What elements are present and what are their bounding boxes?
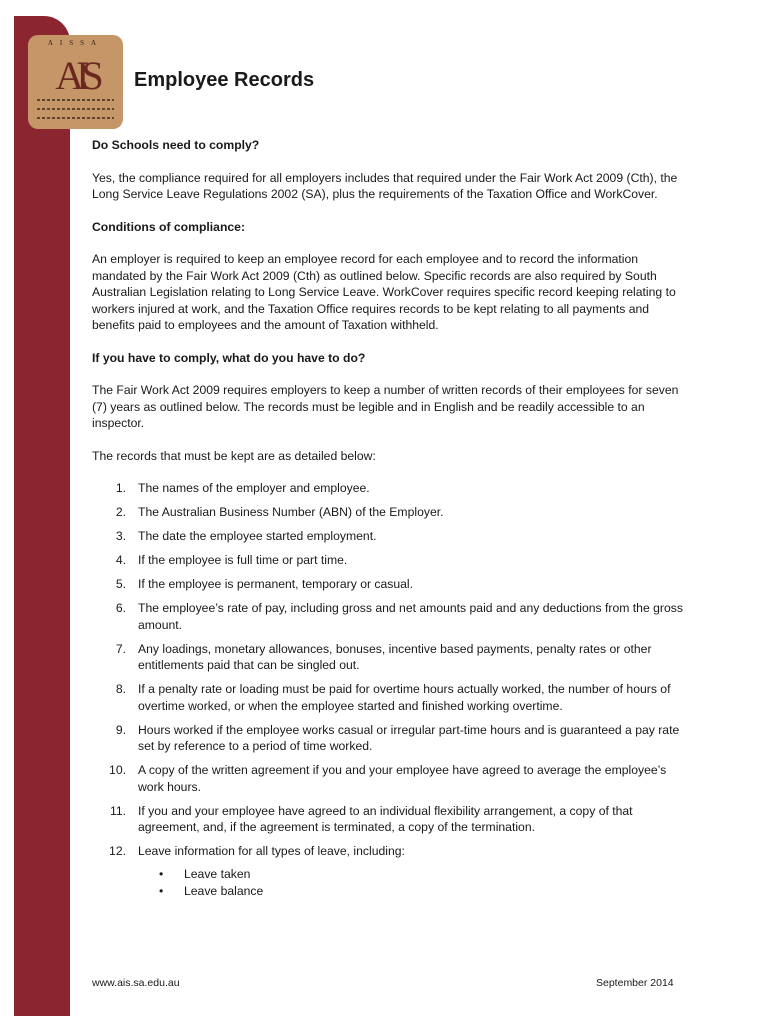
- list-item: 5. If the employee is permanent, temporary or casual.: [115, 577, 414, 591]
- bullet-item: • Leave balance: [138, 883, 684, 900]
- records-list: [92, 480, 684, 900]
- leave-bullets: [138, 866, 684, 900]
- list-item: 8. If a penalty rate or loading must be paid for overtime hours actually worked, the number of hours of overtime worked, or when the employee started and finished working overtime.: [115, 682, 671, 713]
- section-body-what-to-do: The Fair Work Act 2009 requires employers to keep a number of written records of their employees for seven (7) years as outlined below. The records must be legible and in English and be readily accessible to an inspector.: [92, 383, 679, 430]
- page-title: Employee Records: [134, 69, 315, 91]
- section-heading-conditions: Conditions of compliance:: [92, 219, 246, 234]
- list-item: 3. The date the employee started employment.: [115, 529, 377, 543]
- list-item: 9. Hours worked if the employee works casual or irregular part-time hours and is guaranteed a pay rate set by reference to a period of time worked.: [115, 722, 680, 753]
- list-item: 7. Any loadings, monetary allowances, bonuses, incentive based payments, penalty rates or other entitlements paid that can be singled out.: [115, 641, 652, 672]
- footer-website: www.ais.sa.edu.au: [92, 977, 180, 989]
- list-item: 4. If the employee is full time or part time.: [115, 553, 348, 567]
- logo-monogram: AIS: [55, 53, 96, 98]
- footer-date: September 2014: [596, 977, 674, 989]
- list-item: 11. If you and your employee have agreed to an individual flexibility arrangement, a copy of that agreement, and, if the agreement is terminated, a copy of the termination.: [109, 803, 633, 834]
- list-item: 2. The Australian Business Number (ABN) of the Employer.: [115, 505, 444, 519]
- section-body-conditions: An employer is required to keep an employee record for each employee and to record the information mandated by the Fair Work Act 2009 (Cth) as outlined below. Specific records are also required by South Australian Legislation relating to Long Service Leave. WorkCover requires specific record keeping relating to workers injured at work, and the Taxation Office requires records to be kept relating to all payments and benefits paid to employees and the amount of Taxation withheld.: [92, 252, 676, 332]
- records-intro: The records that must be kept are as detailed below:: [92, 448, 376, 463]
- document-body: [92, 137, 684, 907]
- list-item: 1. The names of the employer and employee.: [115, 481, 370, 495]
- sidebar-band: [14, 16, 70, 1016]
- section-body-comply: Yes, the compliance required for all employers includes that required under the Fair Work Act 2009 (Cth), the Long Service Leave Regulations 2002 (SA), plus the requirements of the Taxation Office and WorkCover.: [92, 170, 678, 201]
- section-heading-what-to-do: If you have to comply, what do you have to do?: [92, 350, 366, 365]
- logo-top-text: AISSA: [47, 39, 104, 47]
- section-heading-comply: Do Schools need to comply?: [92, 138, 260, 152]
- logo-tagline-lines: [37, 99, 114, 126]
- list-item: 12. Leave information for all types of leave, including: • Leave taken • Leave balance: [92, 843, 684, 900]
- list-item: 10. A copy of the written agreement if you and your employee have agreed to average the employee’s work hours.: [109, 763, 667, 794]
- aissa-logo: [28, 35, 123, 129]
- list-item: 6. The employee’s rate of pay, including gross and net amounts paid and any deductions from the gross amount.: [115, 601, 683, 632]
- bullet-item: • Leave taken: [138, 866, 684, 883]
